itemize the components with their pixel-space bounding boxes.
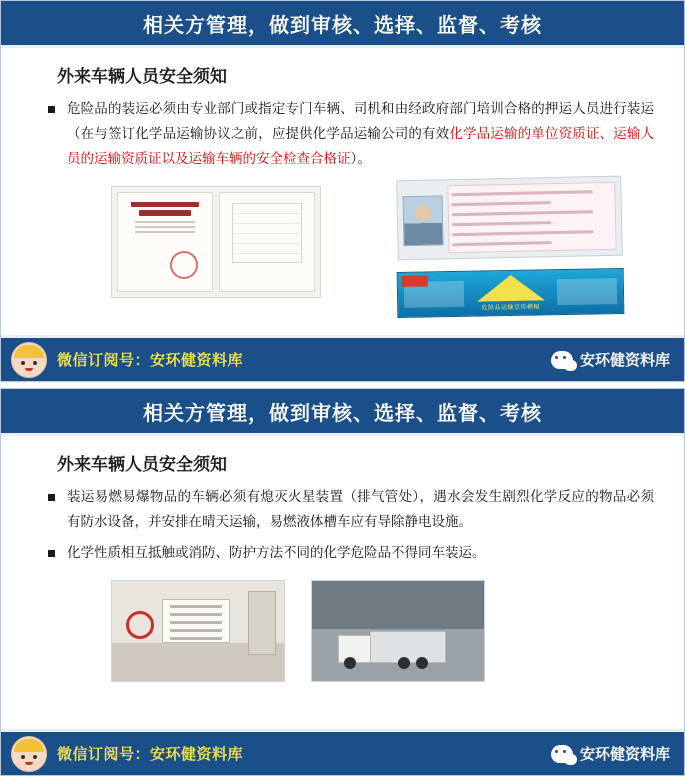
loading-shed [312,581,484,629]
slide-1 [0,0,685,382]
bullet-text-highlight-2: 运输车辆的安全检查合格证 [188,150,351,166]
bullet-text-highlight: 化学品运输的单位资质证、运输人员的运输资质证以及 [67,125,655,166]
slide-1-title-bar [1,1,684,48]
certificate-title-line [131,202,199,207]
notice-board [162,599,230,643]
prohibition-sign-icon [126,611,154,639]
truck-wheel [398,657,410,669]
helmet-icon [14,345,44,358]
tanker-truck-loading-photo [311,580,485,682]
truck-cab [338,635,374,663]
avatar-mouth [25,368,33,371]
slide-1-footer [1,335,684,381]
license-certificate-right [219,192,315,292]
slide-2-title: 相关方管理，做到审核、选择、监督、考核 [143,402,542,425]
footer-account-label: 微信订阅号：安环健资料库 [57,352,244,369]
slide-1-body [1,91,684,328]
list-item: 化学性质相互抵触或消防、防护方法不同的化学危险品不得同车装运。 [45,541,654,566]
warehouse-wall-signboard-photo [111,580,285,682]
list-item: 装运易燃易爆物品的车辆必须有熄灭火星装置（排气管处），遇水会发生剧烈化学反应的物品必须有防水设备，并安排在晴天运输，易燃液体槽车应有导除静电设施。 [45,485,654,535]
slide-2-subtitle: 外来车辆人员安全须知 [57,455,227,474]
id-portrait-photo [403,195,444,246]
list-item [45,97,654,172]
road-transport-license-photo [111,186,321,298]
slide-1-title: 相关方管理，做到审核、选择、监督、考核 [143,14,542,37]
certificate-text-line [135,226,195,228]
slide-1-subtitle: 外来车辆人员安全须知 [57,67,227,86]
avatar-eye-left [21,755,25,759]
wechat-icon [551,745,573,763]
wechat-icon [551,351,573,369]
banner-caption: 危险品运输宣传横幅 [481,304,541,312]
slide-2-title-bar [1,389,684,436]
avatar [11,736,47,772]
footer-brand-name: 安环健资料库 [579,352,670,369]
helmet-icon [14,739,44,752]
driver-qualification-card-photo [396,176,623,261]
slide-2-body [1,479,684,690]
truck-wheel [416,657,428,669]
slide-2-image-group [111,580,654,690]
avatar-eye-right [33,361,37,365]
footer-account-label: 微信订阅号：安环健资料库 [57,746,244,763]
avatar-eye-left [21,361,25,365]
certificate-table [232,203,302,263]
id-field-lines [447,182,616,254]
footer-brand-name: 安环健资料库 [579,746,670,763]
footer-brand-group [551,349,670,370]
bullet-text-tail: ）。 [350,150,371,166]
banner-chevron-shape [476,274,544,301]
warehouse-door [248,591,276,655]
avatar [11,342,47,378]
avatar-eye-right [33,755,37,759]
certificate-text-line [135,221,195,223]
slide-2-footer [1,729,684,775]
slide-1-bullet-list [45,97,654,172]
footer-brand-group [551,743,670,764]
certificate-subtitle-line [139,210,192,216]
hazmat-transport-banner-photo [397,268,625,318]
bullet-text-part: 危险品的装运必须由专业部门或指定专门车辆、司机和由经政府部门培训合格的押运人员进行装运（在与签订化学品运输协议之前，应提供化学品运输公司的有效 [67,101,654,141]
slide-1-image-group [45,178,654,328]
slide-2 [0,388,685,776]
banner-red-tag [402,275,428,286]
certificate-text-line [135,231,195,233]
truck-wheel [344,657,356,669]
avatar-mouth [25,762,33,765]
slide-2-bullet-list [45,485,654,566]
official-seal-icon [170,251,198,279]
license-certificate-left [117,192,213,292]
